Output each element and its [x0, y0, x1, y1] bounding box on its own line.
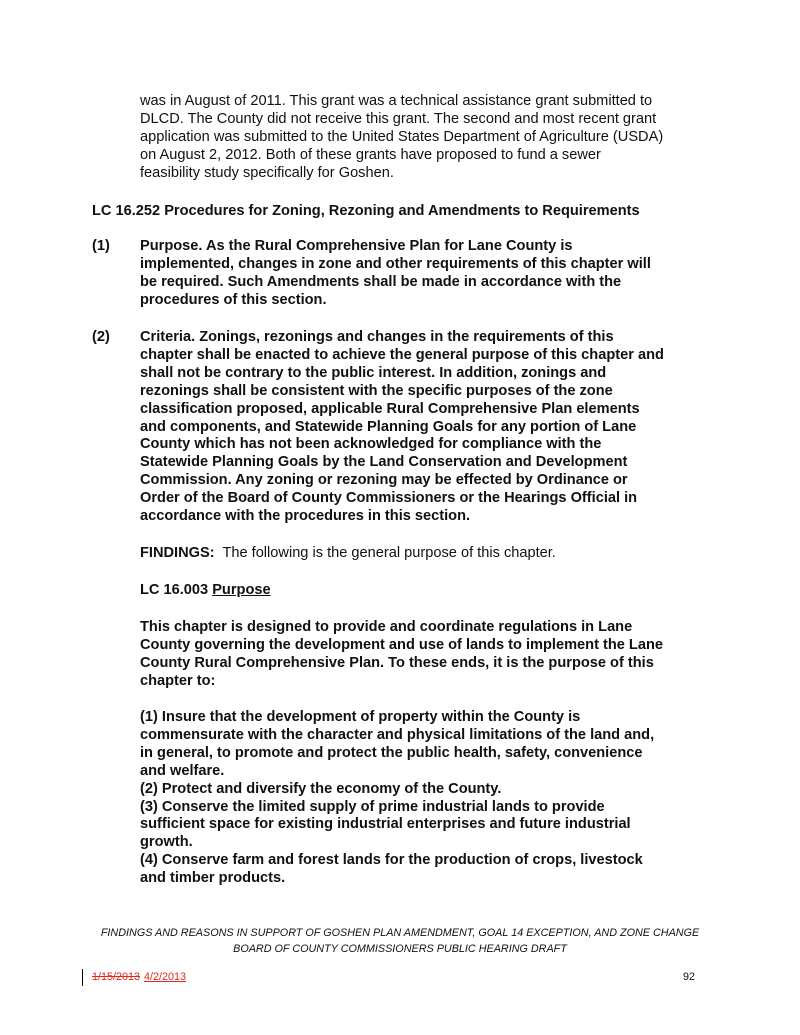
text-line: on August 2, 2012. Both of these grants have proposed to fund a sewer	[140, 146, 601, 163]
text-line: DLCD. The County did not receive this grant. The second and most recent grant	[140, 110, 657, 127]
text-line: procedures of this section.	[140, 291, 327, 308]
text-line: rezonings shall be consistent with the specific purposes of the zone	[140, 382, 613, 399]
inserted-date: 4/2/2013	[144, 971, 187, 983]
text-line: Commission. Any zoning or rezoning may be effected by Ordinance or	[140, 472, 628, 489]
text-line: chapter to:	[140, 672, 216, 689]
text-line: be required. Such Amendments shall be made in accordance with the	[140, 273, 622, 290]
section-heading: LC 16.252 Procedures for Zoning, Rezoning and Amendments to Requirements	[92, 203, 640, 219]
text-line: was in August of 2011. This grant was a technical assistance grant submitted to	[140, 93, 653, 109]
text-line: and components, and Statewide Planning Goals for any portion of Lane	[140, 418, 637, 435]
deleted-date: 1/15/2013	[92, 971, 141, 983]
findings-text: The following is the general purpose of this chapter.	[214, 545, 556, 561]
text-line: chapter shall be enacted to achieve the general purpose of this chapter and	[140, 346, 664, 363]
text-line: sufficient space for existing industrial enterprises and future industrial	[140, 816, 631, 833]
text-line: accordance with the procedures in this section.	[140, 508, 471, 525]
revision-bar	[82, 969, 83, 986]
text-line: This chapter is designed to provide and coordinate regulations in Lane	[140, 619, 633, 635]
item-number: (2)	[92, 329, 110, 345]
purpose-list	[140, 709, 730, 888]
findings-paragraph	[140, 545, 730, 563]
purpose-title-text: Purpose	[212, 582, 271, 598]
text-line: Statewide Planning Goals by the Land Conservation and Development	[140, 454, 628, 471]
item-text	[140, 238, 730, 310]
text-line: County governing the development and use of lands to implement the Lane	[140, 636, 663, 653]
text-line: County Rural Comprehensive Plan. To these ends, it is the purpose of this	[140, 654, 654, 671]
purpose-code: LC 16.003	[140, 582, 213, 598]
text-line: feasibility study specifically for Goshen.	[140, 164, 394, 181]
text-line: growth.	[140, 834, 193, 851]
continuation-paragraph	[140, 93, 720, 183]
text-line: in general, to promote and protect the public health, safety, convenience	[140, 744, 643, 761]
text-line: classification proposed, applicable Rural Comprehensive Plan elements	[140, 400, 640, 417]
text-line: shall not be contrary to the public interest. In addition, zonings and	[140, 364, 607, 381]
text-line: implemented, changes in zone and other requirements of this chapter will	[140, 255, 651, 272]
text-line: (1) Insure that the development of property within the County is	[140, 709, 581, 725]
findings-label: FINDINGS:	[140, 545, 215, 561]
text-line: (2) Protect and diversify the economy of the County.	[140, 780, 502, 797]
text-line: (3) Conserve the limited supply of prime industrial lands to provide	[140, 798, 605, 815]
text-line: Purpose. As the Rural Comprehensive Plan for Lane County is	[140, 238, 573, 254]
text-line: commensurate with the character and physical limitations of the land and,	[140, 726, 655, 743]
text-line: Order of the Board of County Commissioners or the Hearings Official in	[140, 490, 638, 507]
footer-title: FINDINGS AND REASONS IN SUPPORT OF GOSHEN PLAN AMENDMENT, GOAL 14 EXCEPTION, AND ZONE CHANGE	[100, 927, 700, 939]
page-number: 92	[683, 971, 696, 983]
footer-subtitle: BOARD OF COUNTY COMMISSIONERS PUBLIC HEARING DRAFT	[233, 943, 567, 955]
text-line: (4) Conserve farm and forest lands for the production of crops, livestock	[140, 852, 643, 869]
purpose-intro	[140, 619, 730, 691]
purpose-title	[140, 582, 730, 600]
text-line: Criteria. Zonings, rezonings and changes in the requirements of this	[140, 329, 614, 345]
item-number: (1)	[92, 238, 110, 254]
text-line: County which has not been acknowledged for compliance with the	[140, 436, 602, 453]
text-line: application was submitted to the United States Department of Agriculture (USDA)	[140, 128, 664, 145]
text-line: and timber products.	[140, 870, 286, 887]
text-line: and welfare.	[140, 762, 225, 779]
item-text	[140, 329, 730, 526]
